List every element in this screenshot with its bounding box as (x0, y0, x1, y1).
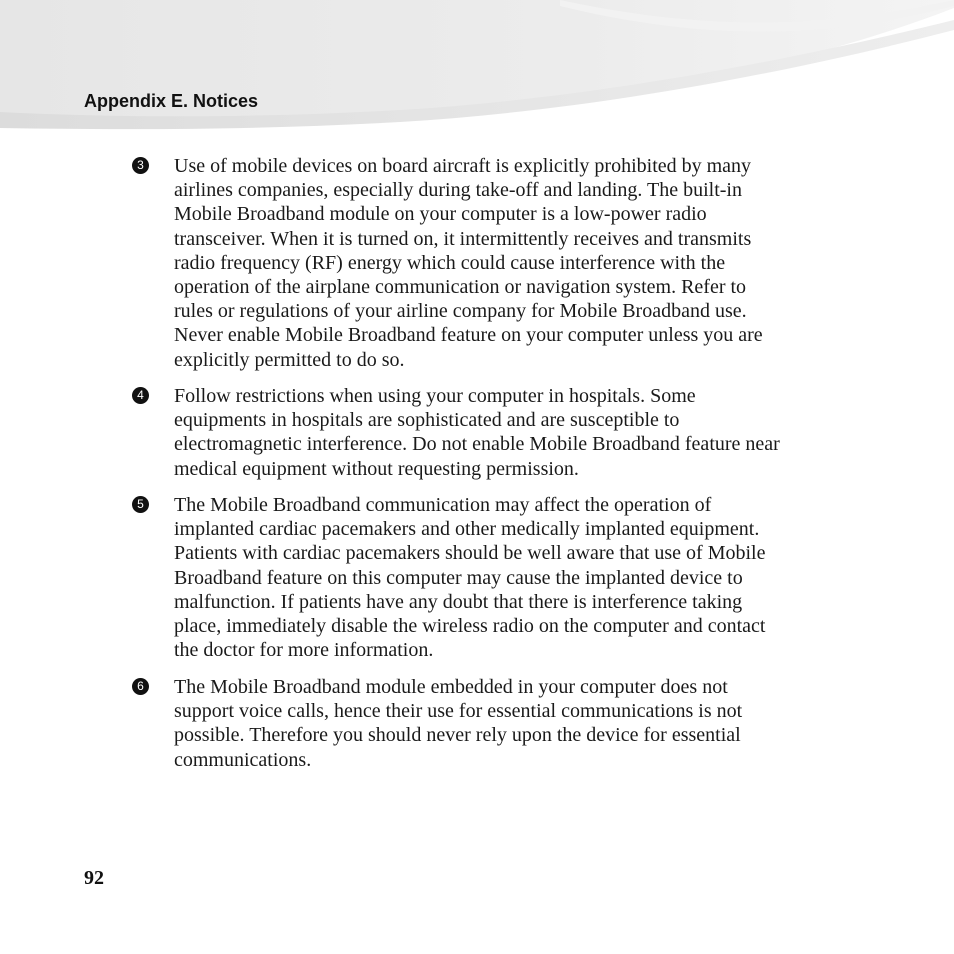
page-number: 92 (84, 867, 104, 889)
section-title: Appendix E. Notices (84, 91, 259, 111)
notice-text: Follow restrictions when using your computer in hospitals. Some equipments in hospitals are sophisticated and are susceptible to electromagnetic interference. Do not enable Mobile Broadband feature near medical equipment without requesting permission. (174, 385, 780, 480)
notice-text: The Mobile Broadband module embedded in your computer does not support voice calls, hence their use for essential communications is not possible. Therefore you should never rely upon the device for essential communications. (174, 676, 743, 771)
numbered-marker-icon: 5 (132, 496, 149, 513)
numbered-marker-icon: 4 (132, 387, 149, 404)
header-swoosh-graphic (0, 0, 954, 140)
notice-text: The Mobile Broadband communication may affect the operation of implanted cardiac pacemakers and other medically implanted equipment. Patients with cardiac pacemakers should be well aware that use of Mobile Broadband feature on this computer may cause the implanted device to malfunction. If patients have any doubt that there is interference taking place, immediately disable the wireless radio on the computer and contact the doctor for more information. (174, 494, 766, 662)
numbered-marker-icon: 6 (132, 678, 149, 695)
notice-text: Use of mobile devices on board aircraft is explicitly prohibited by many airlines companies, especially during take-off and landing. The built-in Mobile Broadband module on your computer is a low-power radio transceiver. When it is turned on, it intermittently receives and transmits radio frequency (RF) energy which could cause interference with the operation of the airplane communication or navigation system. Refer to rules or regulations of your airline company for Mobile Broadband use. Never enable Mobile Broadband feature on your computer unless you are explicitly permitted to do so. (174, 155, 763, 371)
numbered-marker-icon: 3 (132, 157, 149, 174)
